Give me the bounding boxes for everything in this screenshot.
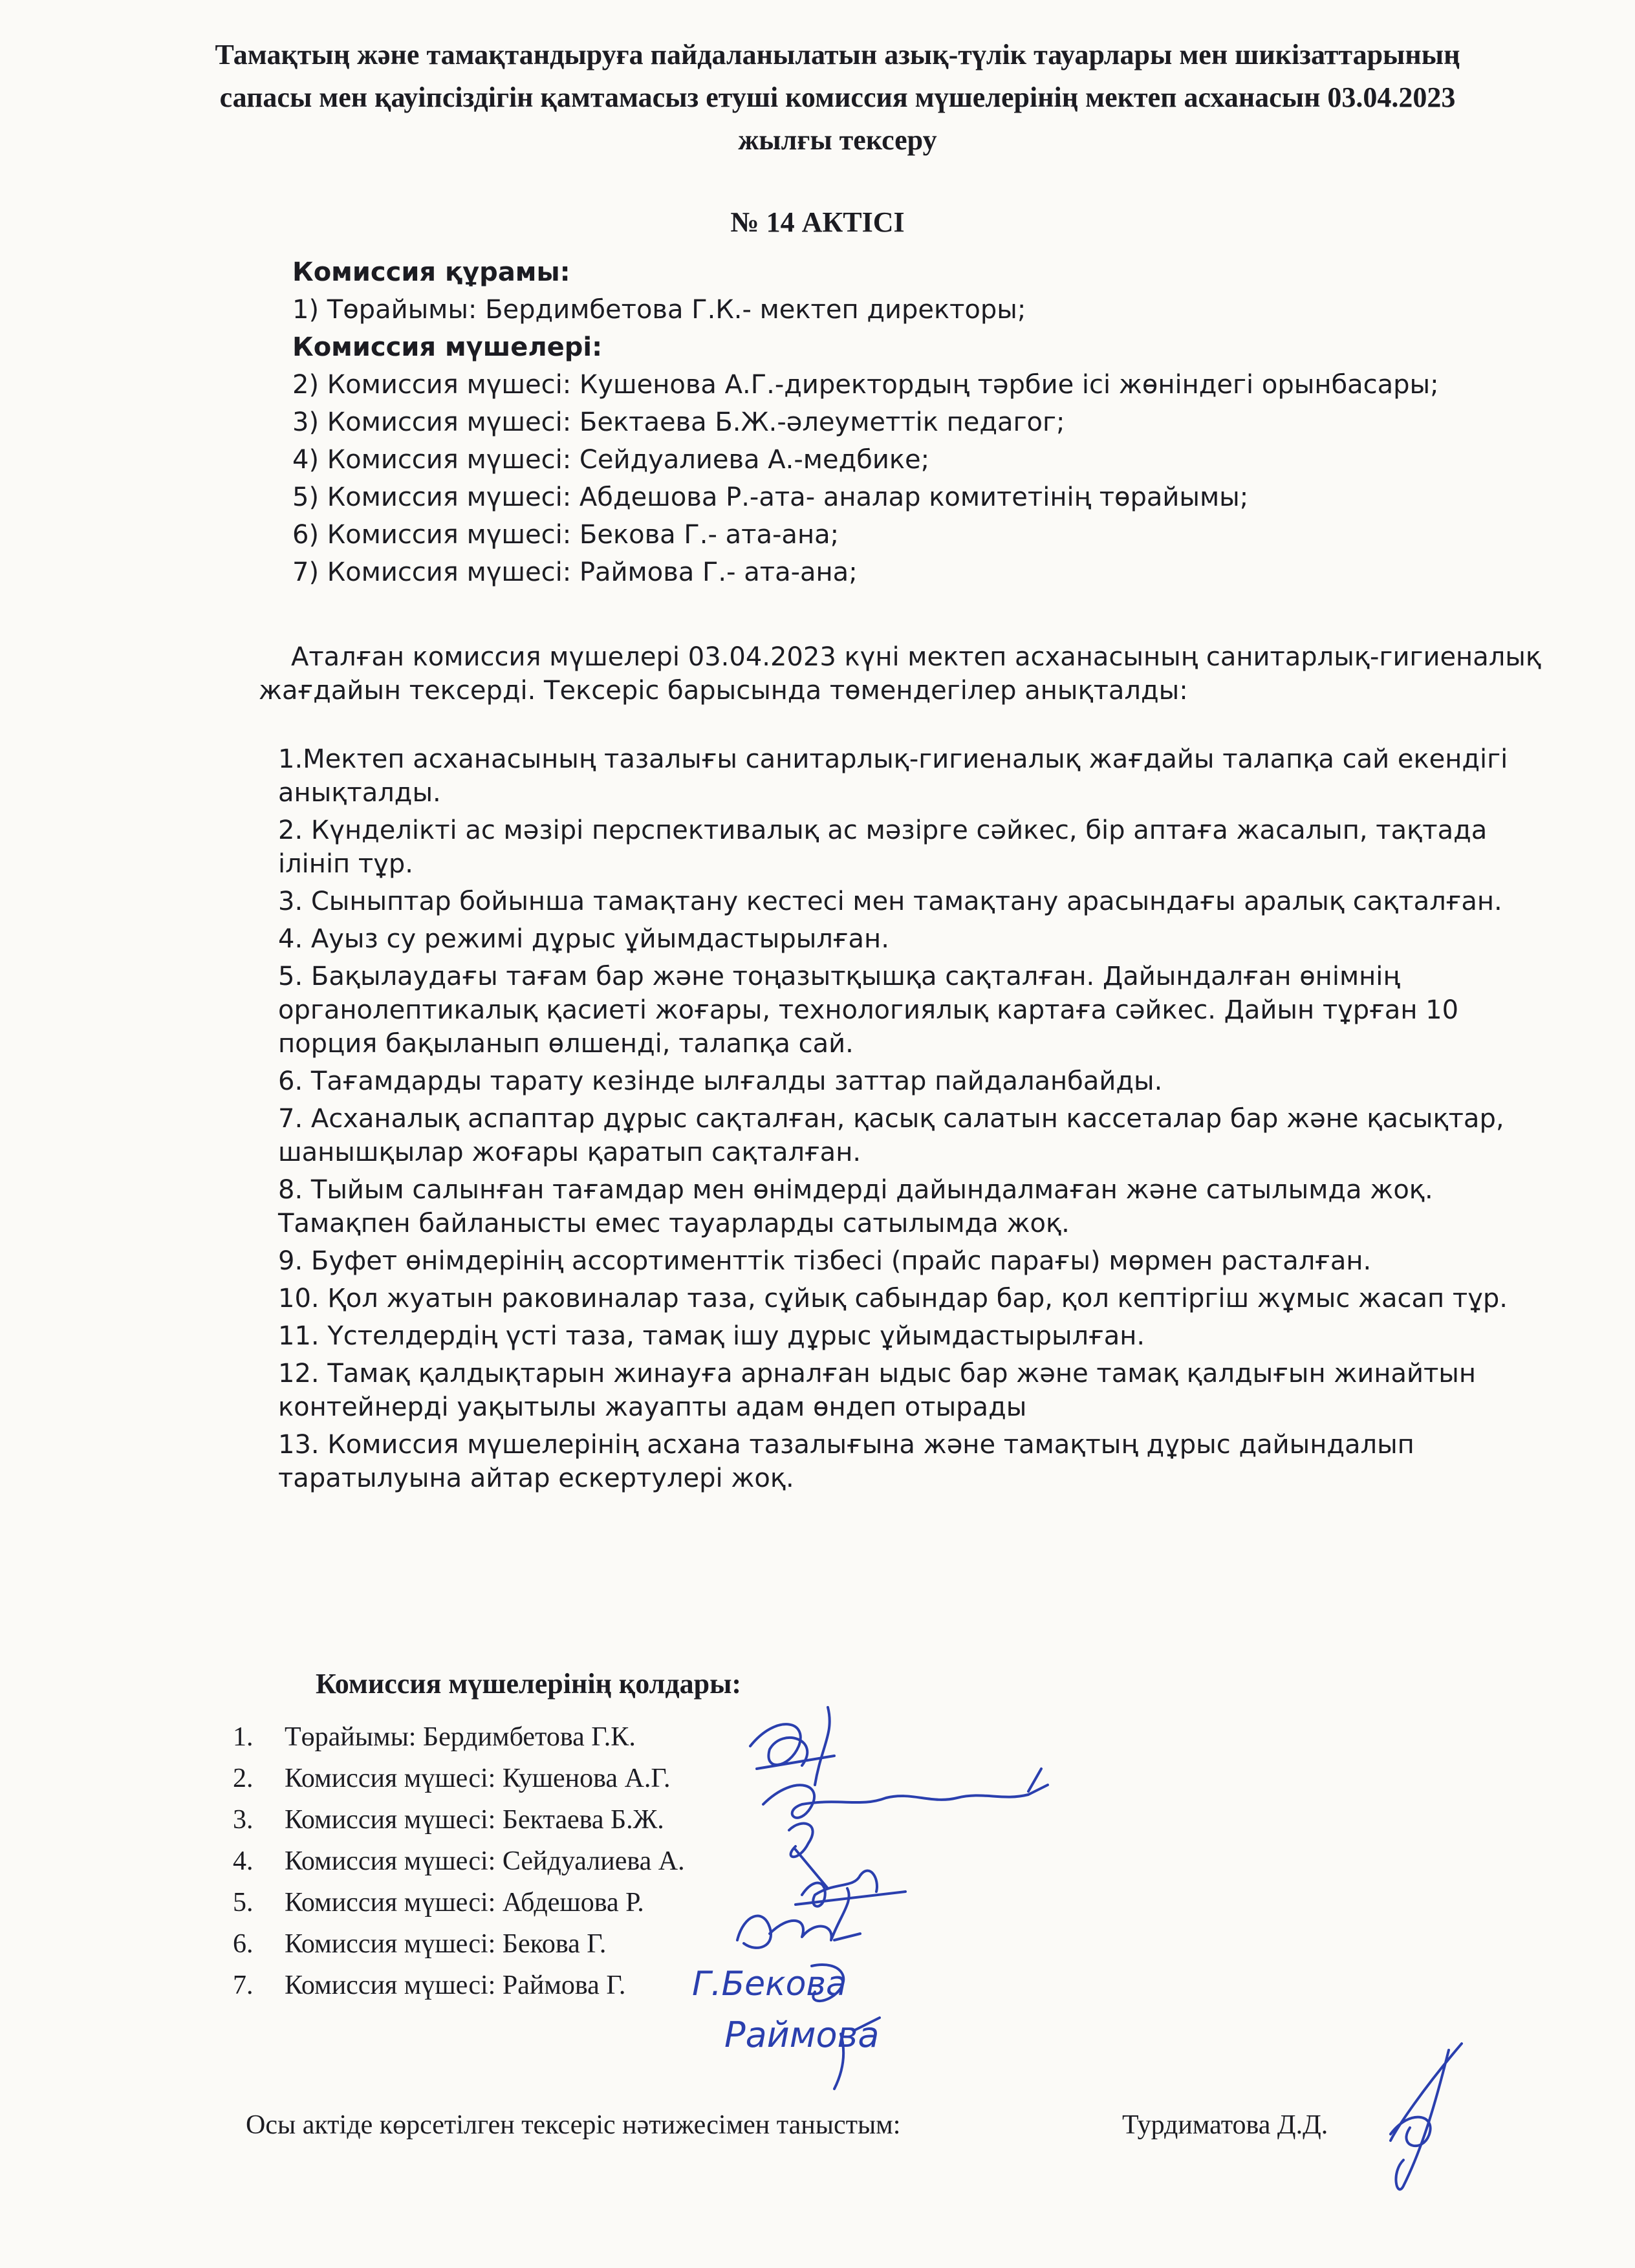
signature-row xyxy=(233,1758,1138,1799)
signature-row xyxy=(233,1799,1138,1841)
composition-heading: Комиссия құрамы: xyxy=(292,257,570,287)
member-line: 5) Комиссия мүшесі: Абдешова Р.-ата- аналар комитетінің төрайымы; xyxy=(292,482,1249,512)
signature-ack xyxy=(1391,2044,1462,2189)
finding-item: 3. Сыныптар бойынша тамақтану кестесі мен тамақтану арасындағы аралық сақталған. xyxy=(278,887,1502,916)
signatures-heading: Комиссия мүшелерінің қолдары: xyxy=(316,1668,742,1700)
commission-composition xyxy=(292,254,1573,591)
signature-7: Раймова xyxy=(724,2014,880,2055)
signature-row xyxy=(233,1965,1138,2006)
document-title: Тамақтың және тамақтандыруға пайдаланылатын азық-түлік тауарлары мен шикізаттарының сапасы мен қауіпсіздігін қамтамасыз етуші комиссия мүшелерінің мектеп асханасын 03.04.2023 жылғы тексеру xyxy=(215,39,1460,156)
signatory-name: Комиссия мүшесі: Сейдуалиева А. xyxy=(285,1846,685,1876)
finding-item: 4. Ауыз су режимі дұрыс ұйымдастырылған. xyxy=(278,924,889,954)
members-heading: Комиссия мүшелері: xyxy=(292,332,603,362)
finding-item: 10. Қол жуатын раковиналар таза, сұйық сабындар бар, қол кептіргіш жұмыс жасап тұр. xyxy=(278,1284,1508,1313)
signature-row xyxy=(233,1923,1138,1965)
finding-item: 13. Комиссия мүшелерінің асхана тазалығына және тамақтың дұрыс дайындалып таратылуына айтар ескертулері жоқ. xyxy=(278,1430,1414,1493)
row-number: 3. xyxy=(233,1805,254,1835)
finding-item: 9. Буфет өнімдерінің ассортименттік тізбесі (прайс парағы) мөрмен расталған. xyxy=(278,1246,1372,1276)
finding-item: 1.Мектеп асханасының тазалығы санитарлық-гигиеналық жағдайы талапқа сай екендігі анықталды. xyxy=(278,744,1508,808)
signatory-name: Комиссия мүшесі: Кушенова А.Г. xyxy=(285,1764,671,1793)
member-line: 7) Комиссия мүшесі: Раймова Г.- ата-ана; xyxy=(292,557,858,587)
signatory-name: Комиссия мүшесі: Раймова Г. xyxy=(285,1971,626,2000)
acknowledgement-name: Турдиматова Д.Д. xyxy=(1122,2110,1328,2140)
intro-paragraph: Аталған комиссия мүшелері 03.04.2023 күні мектеп асханасының санитарлық-гигиеналық жағдайын тексерді. Тексеріс барысында төмендегілер анықталды: xyxy=(259,642,1542,706)
member-line: 6) Комиссия мүшесі: Бекова Г.- ата-ана; xyxy=(292,520,839,550)
finding-item: 6. Тағамдарды тарату кезінде ылғалды заттар пайдаланбайды. xyxy=(278,1066,1163,1096)
member-line: 2) Комиссия мүшесі: Кушенова А.Г.-директордың тәрбие ісі жөніндегі орынбасары; xyxy=(292,370,1439,400)
chair-line: 1) Төрайымы: Бердимбетова Г.К.- мектеп директоры; xyxy=(292,295,1026,325)
finding-item: 8. Тыйым салынған тағамдар мен өнімдерді дайындалмаған және сатылымда жоқ. Тамақпен байланысты емес тауарларды сатылымда жоқ. xyxy=(278,1175,1433,1238)
row-number: 6. xyxy=(233,1929,254,1959)
row-number: 4. xyxy=(233,1846,254,1876)
signatures-list xyxy=(233,1716,1138,2006)
findings-list xyxy=(278,742,1565,1499)
member-line: 3) Комиссия мүшесі: Бектаева Б.Ж.-әлеуметтік педагог; xyxy=(292,407,1065,437)
signatory-name: Комиссия мүшесі: Бекова Г. xyxy=(285,1929,607,1959)
acknowledgement-text: Осы актіде көрсетілген тексеріс нәтижесімен таныстым: xyxy=(246,2110,901,2140)
finding-item: 7. Асханалық аспаптар дұрыс сақталған, қасық салатын кассеталар бар және қасықтар, шанышқылар жоғары қаратып сақталған. xyxy=(278,1104,1504,1167)
row-number: 1. xyxy=(233,1722,254,1752)
signature-row xyxy=(233,1841,1138,1882)
finding-item: 11. Үстелдердің үсті таза, тамақ ішу дұрыс ұйымдастырылған. xyxy=(278,1321,1145,1351)
signature-6: Г.Бекова xyxy=(692,1965,847,2003)
row-number: 7. xyxy=(233,1971,254,2000)
signatory-name: Төрайымы: Бердимбетова Г.К. xyxy=(285,1722,636,1752)
finding-item: 2. Күнделікті ас мәзірі перспективалық ас мәзірге сәйкес, бір аптаға жасалып, тақтада ілініп тұр. xyxy=(278,815,1488,879)
row-number: 2. xyxy=(233,1764,254,1793)
finding-item: 5. Бақылаудағы тағам бар және тоңазытқышқа сақталған. Дайындалған өнімнің органолептикалық қасиеті жоғары, технологиялық картаға сәйкес. Дайын тұрған 10 порция бақыланып өлшенді, талапқа сай. xyxy=(278,962,1459,1059)
signatory-name: Комиссия мүшесі: Абдешова Р. xyxy=(285,1888,644,1917)
signature-row xyxy=(233,1716,1138,1758)
member-line: 4) Комиссия мүшесі: Сейдуалиева А.-медбике; xyxy=(292,445,930,475)
row-number: 5. xyxy=(233,1888,254,1917)
signature-row xyxy=(233,1882,1138,1923)
act-number: № 14 АКТІСІ xyxy=(730,206,905,238)
finding-item: 12. Тамақ қалдықтарын жинауға арналған ыдыс бар және тамақ қалдығын жинайтын контейнерді уақытылы жауапты адам өндеп отырады xyxy=(278,1359,1477,1422)
signatory-name: Комиссия мүшесі: Бектаева Б.Ж. xyxy=(285,1805,664,1835)
